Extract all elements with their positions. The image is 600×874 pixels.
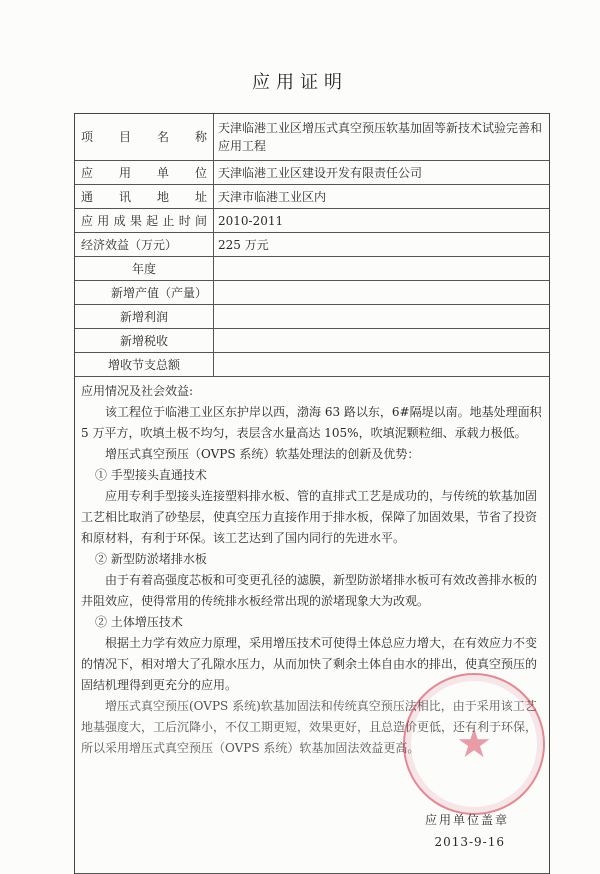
item-2-text: 由于有着高强度芯板和可变更孔径的滤膜，新型防淤堵排水板可有效改善排水板的井阻效应，使得常用的传统排水板经常出现的淤堵现象大为改观。 [81, 573, 538, 608]
label-char: 时 [178, 213, 191, 228]
label-char: 地 [156, 189, 169, 204]
label-savings: 增收节支总额 [75, 353, 214, 377]
spaced-label [81, 212, 207, 230]
official-seal [403, 673, 545, 815]
spaced-label [81, 128, 207, 146]
application-details [75, 377, 549, 874]
item-3-text: 根据土力学有效应力原理，采用增压技术可使得土体总应力增大，在有效应力不变的情况下，相对增大了孔隙水压力，从而加快了剩余土体自由水的排出，使真空预压的固结机理得到更充分的应用。 [81, 636, 538, 692]
label-profit: 新增利润 [75, 305, 214, 329]
label-address [75, 185, 214, 209]
signature-label: 应用单位盖章 [424, 813, 509, 827]
value-tax [214, 329, 550, 353]
label-char: 单 [156, 165, 169, 180]
item-2-title: ② 新型防淤堵排水板 [95, 552, 207, 566]
label-char: 址 [194, 189, 207, 204]
value-address: 天津市临港工业区内 [214, 185, 550, 209]
row-project-name [75, 114, 549, 161]
label-char: 通 [81, 189, 94, 204]
label-char: 止 [162, 213, 175, 228]
row-output [75, 281, 549, 305]
label-char: 起 [146, 213, 159, 228]
seal-star-icon: ★ [456, 721, 492, 767]
value-profit [214, 305, 550, 329]
label-char: 用 [118, 165, 131, 180]
row-tax [75, 329, 549, 353]
row-address [75, 185, 549, 209]
label-period [75, 209, 214, 233]
label-char: 用 [97, 213, 110, 228]
label-char: 称 [194, 130, 207, 144]
details-para-2: 增压式真空预压（OVPS 系统）软基处理法的创新及优势： [105, 447, 420, 461]
signature-date: 2013-9-16 [434, 835, 505, 849]
info-table [75, 114, 549, 377]
value-applicant: 天津临港工业区建设开发有限责任公司 [214, 161, 550, 185]
item-1-title: ① 手型接头直通技术 [95, 468, 207, 482]
row-period [75, 209, 549, 233]
document-title: 应用证明 [252, 72, 348, 93]
value-savings [214, 353, 550, 377]
item-1-text: 应用专利手型接头连接塑料排水板、管的直排式工艺是成功的，与传统的软基加固工艺相比取消了砂垫层，使真空压力直接作用于排水板，保障了加固效果，节省了投资和原材料，有利于环保。该工艺达到了国内同行的先进水平。 [81, 489, 538, 545]
label-output: 新增产值（产量） [75, 281, 214, 305]
label-applicant [75, 161, 214, 185]
label-char: 项 [81, 130, 94, 144]
row-benefit [75, 233, 549, 257]
certificate-form [74, 113, 550, 874]
label-project-name [75, 114, 214, 161]
value-project-name: 天津临港工业区增压式真空预压软基加固等新技术试验完善和应用工程 [214, 114, 550, 161]
label-year: 年度 [75, 257, 214, 281]
label-char: 讯 [118, 189, 131, 204]
row-applicant [75, 161, 549, 185]
label-tax: 新增税收 [75, 329, 214, 353]
spaced-label [81, 188, 207, 206]
label-char: 目 [118, 130, 131, 144]
label-char: 名 [156, 130, 169, 144]
value-benefit: 225 万元 [214, 233, 550, 257]
label-char: 应 [81, 165, 94, 180]
label-char: 间 [194, 213, 207, 228]
row-savings [75, 353, 549, 377]
details-para-1: 该工程位于临港工业区东护岸以西，渤海 63 路以东，6#隔堤以南。地基处理面积 5 万平方，吹填土极不均匀，表层含水量高达 105%，吹填泥颗粒细、承载力极低。 [81, 405, 542, 440]
spaced-label [81, 164, 207, 182]
value-output [214, 281, 550, 305]
item-3-title: ② 土体增压技术 [95, 615, 183, 629]
label-char: 成 [113, 213, 126, 228]
value-period: 2010-2011 [214, 209, 550, 233]
details-heading: 应用情况及社会效益: [81, 384, 194, 398]
label-benefit: 经济效益（万元） [75, 233, 214, 257]
label-char: 应 [81, 213, 94, 228]
details-para-3: 增压式真空预压(OVPS 系统)软基加固法和传统真空预压法相比，由于采用该工艺地基强度大，工后沉降小，不仅工期更短，效果更好，且总造价更低，还有利于环保，所以采用增压式真空预压（OVPS 系统）软基加固法效益更高。 [81, 699, 538, 755]
label-char: 果 [129, 213, 142, 228]
row-year [75, 257, 549, 281]
label-char: 位 [194, 165, 207, 180]
row-profit [75, 305, 549, 329]
value-year [214, 257, 550, 281]
